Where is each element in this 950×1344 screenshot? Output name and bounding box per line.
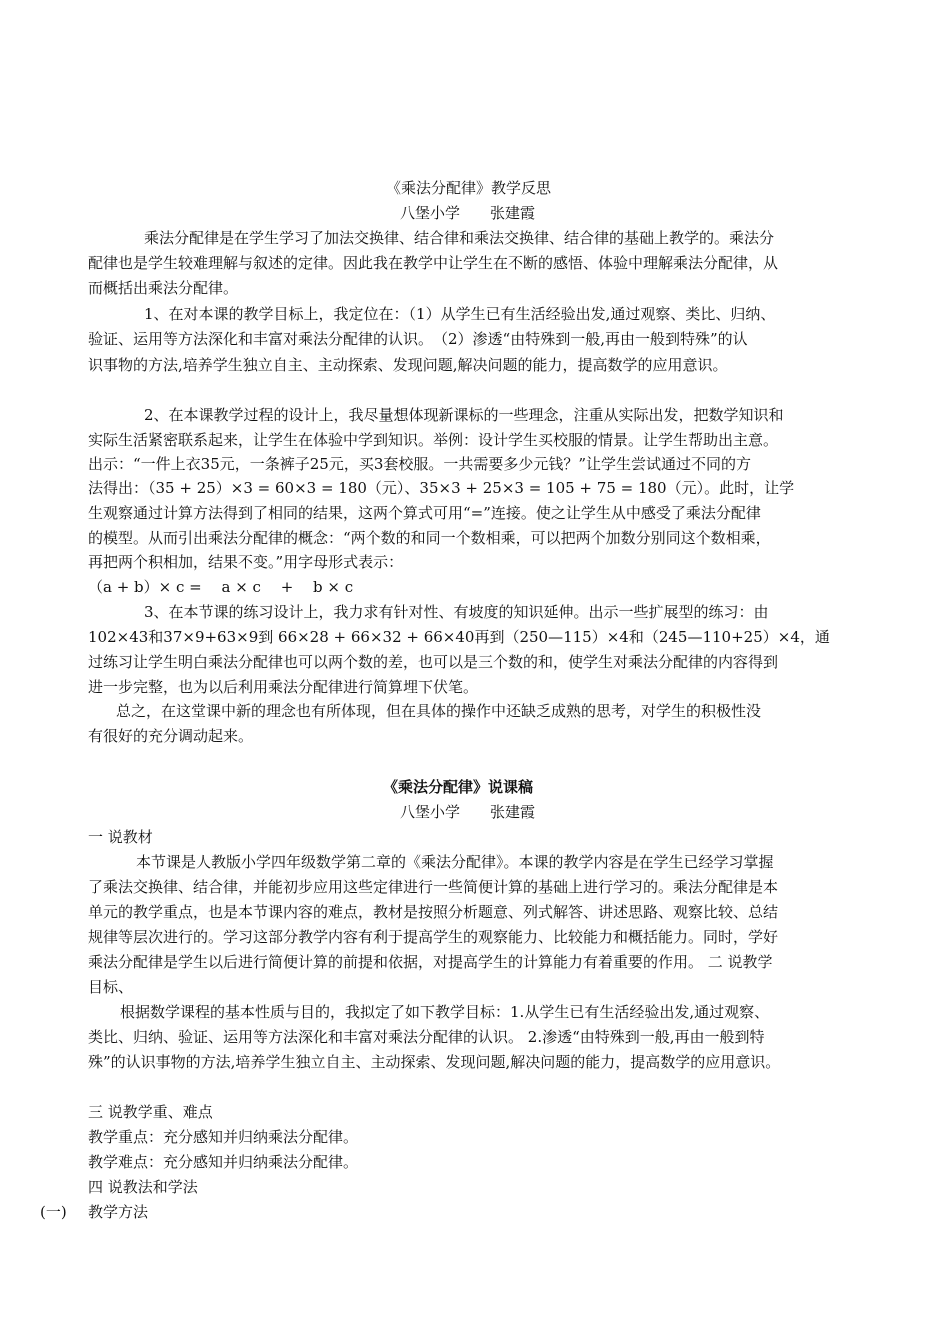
paragraph-line: 再把两个积相加，结果不变。”用字母形式表示： — [88, 553, 404, 571]
paragraph-line: 配律也是学生较难理解与叙述的定律。因此我在教学中让学生在不断的感悟、体验中理解乘法分配律，从 — [88, 254, 779, 272]
paragraph-line: 乘法分配律是学生以后进行简便计算的前提和依据，对提高学生的计算能力有着重要的作用。 二 说教学 — [88, 953, 773, 971]
paragraph-line: 本节课是人教版小学四年级数学第二章的《乘法分配律》。本课的教学内容是在学生已经学习掌握 — [136, 853, 774, 871]
paragraph-line: 法得出：（35 + 25）×3 = 60×3 = 180（元）、35×3 + 25×3 = 105 + 75 = 180（元）。此时，让学 — [88, 479, 795, 497]
paragraph-line: 根据数学课程的基本性质与目的，我拟定了如下教学目标：1.从学生已有生活经验出发,通过观察、 — [120, 1003, 770, 1021]
subsection-number: (一) — [40, 1203, 67, 1221]
paragraph-line: 进一步完整，也为以后利用乘法分配律进行简算埋下伏笔。 — [88, 678, 479, 696]
author-line-1: 八堡小学 张建霞 — [400, 204, 536, 222]
paragraph-line: 殊”的认识事物的方法,培养学生独立自主、主动探索、发现问题,解决问题的能力，提高数学的应用意识。 — [88, 1053, 781, 1071]
paragraph-line: 有很好的充分调动起来。 — [88, 727, 254, 745]
paragraph-line: 生观察通过计算方法得到了相同的结果，这两个算式可用“=”连接。使之让学生从中感受了乘法分配律 — [88, 504, 761, 522]
section-heading: 一 说教材 — [88, 828, 153, 846]
paragraph-line: 总之，在这堂课中新的理念也有所体现，但在具体的操作中还缺乏成熟的思考，对学生的积极性没 — [116, 702, 762, 720]
author-line-2: 八堡小学 张建霞 — [400, 803, 536, 821]
paragraph-line: 而概括出乘法分配律。 — [88, 279, 239, 297]
paragraph-line: 出示：“一件上衣35元，一条裤子25元，买3套校服。一共需要多少元钱？”让学生尝试通过不同的方 — [88, 455, 752, 473]
paragraph-line: 过练习让学生明白乘法分配律也可以两个数的差，也可以是三个数的和，使学生对乘法分配律的内容得到 — [88, 653, 779, 671]
title-reflection: 《乘法分配律》教学反思 — [386, 179, 552, 197]
paragraph-line: 乘法分配律是在学生学习了加法交换律、结合律和乘法交换律、结合律的基础上教学的。乘法分 — [144, 229, 775, 247]
formula-line: （a + b）× c = a × c + b × c — [88, 578, 354, 596]
paragraph-line: 单元的教学重点，也是本节课内容的难点，教材是按照分析题意、列式解答、讲述思路、观察比较、总结 — [88, 903, 779, 921]
paragraph-line: 规律等层次进行的。学习这部分教学内容有利于提高学生的观察能力、比较能力和概括能力。同时，学好 — [88, 928, 779, 946]
paragraph-line: 类比、归纳、验证、运用等方法深化和丰富对乘法分配律的认识。 2.渗透“由特殊到一般,再由一般到特 — [88, 1028, 765, 1046]
paragraph-line: 目标、 — [88, 978, 134, 996]
key-point-line: 教学重点：充分感知并归纳乘法分配律。 — [88, 1128, 359, 1146]
paragraph-line: 1、在对本课的教学目标上，我定位在：（1）从学生已有生活经验出发,通过观察、类比、归纳、 — [144, 305, 776, 323]
paragraph-line: 102×43和37×9+63×9到 66×28 + 66×32 + 66×40再到（250—115）×4和（245—110+25）×4，通 — [88, 628, 830, 646]
paragraph-line: 的模型。从而引出乘法分配律的概念：“两个数的和同一个数相乘，可以把两个加数分别同这个数相乘， — [88, 529, 771, 547]
subsection-heading: 教学方法 — [88, 1203, 149, 1221]
paragraph-line: 2、在本课教学过程的设计上，我尽量想体现新课标的一些理念，注重从实际出发，把数学知识和 — [144, 406, 784, 424]
paragraph-line: 实际生活紧密联系起来，让学生在体验中学到知识。举例：设计学生买校服的情景。让学生帮助出主意。 — [88, 431, 779, 449]
difficulty-line: 教学难点：充分感知并归纳乘法分配律。 — [88, 1153, 359, 1171]
section-heading: 四 说教法和学法 — [88, 1178, 198, 1196]
paragraph-line: 了乘法交换律、结合律，并能初步应用这些定律进行一些简便计算的基础上进行学习的。乘法分配律是本 — [88, 878, 779, 896]
paragraph-line: 3、在本节课的练习设计上，我力求有针对性、有坡度的知识延伸。出示一些扩展型的练习：由 — [144, 603, 769, 621]
paragraph-line: 验证、运用等方法深化和丰富对乘法分配律的认识。 （2）渗透“由特殊到一般,再由一般到特殊”的认 — [88, 330, 748, 348]
paragraph-line: 识事物的方法,培养学生独立自主、主动探索、发现问题,解决问题的能力，提高数学的应用意识。 — [88, 356, 728, 374]
section-heading: 三 说教学重、难点 — [88, 1103, 213, 1121]
title-lesson-plan: 《乘法分配律》说课稿 — [383, 778, 534, 796]
